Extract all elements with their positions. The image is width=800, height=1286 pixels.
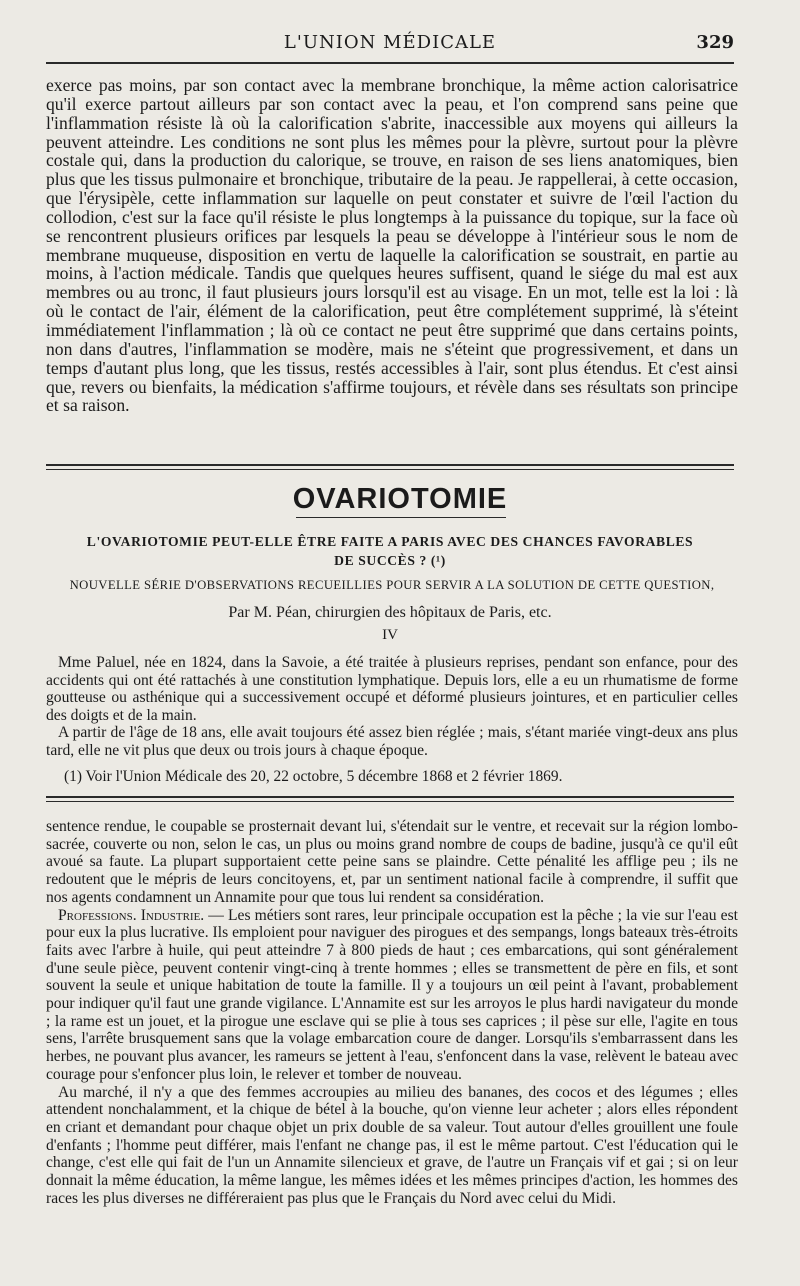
lower-paragraph-3: Au marché, il n'y a que des femmes accroupies au milieu des bananes, des cocos et des légumes ; elles attendent nonchalamment, et la chique de bétel à la bouche, qu'on vienne leur acheter ; alors elles répondent en criant et demandant pour chaque objet un prix double de sa valeur. Tout autour d'elles grouillent une foule d'enfants ; l'homme peut différer, mais l'enfant ne change pas, il est le même partout. C'est l'éducation qui le change, c'est elle qui fait de l'un un Annamite silencieux et grave, de l'autre un Français vif et gai ; si on leur donnait la même éducation, la même langue, les mêmes idées et les mêmes principes d'action, les hommes des races les plus diverses ne différeraient pas plus que le Français du Nord avec celui du Midi.: [46, 1083, 738, 1207]
page-number: 329: [696, 32, 734, 53]
lower-article: [46, 818, 738, 1207]
running-title: L'UNION MÉDICALE: [283, 32, 497, 53]
series-heading: NOUVELLE SÉRIE D'OBSERVATIONS RECUEILLIES POUR SERVIR A LA SOLUTION DE CETTE QUESTION,: [69, 578, 715, 592]
article-separator-rule: [46, 796, 734, 798]
lower-paragraph-2: [46, 907, 738, 1084]
case-report: [46, 654, 738, 760]
observation-number: IV: [382, 627, 398, 643]
section-rule-top-thin: [46, 469, 734, 470]
section-subtitle-line1: L'OVARIOTOMIE PEUT-ELLE ÊTRE FAITE A PARIS AVEC DES CHANCES FAVORABLES: [86, 534, 694, 549]
lower-paragraph-1: sentence rendue, le coupable se prosternait devant lui, s'étendait sur le ventre, et recevait sur la région lombo-sacrée, couverte ou non, selon le cas, un plus ou moins grand nombre de coups de badine, jusqu'à ce qu'il eût avoué sa faute. La plupart supportaient cette peine sans se plaindre. Cette pénalité les afflige peu ; ils ne redoutent que le mépris de leurs concitoyens, et, par un sentiment national facile à comprendre, il suffit que nos agents condamnent un Annamite pour que tous lui rendent sa considération.: [46, 818, 738, 906]
footnote: (1) Voir l'Union Médicale des 20, 22 octobre, 5 décembre 1868 et 2 février 1869.: [64, 768, 563, 785]
case-paragraph-1: Mme Paluel, née en 1824, dans la Savoie, a été traitée à plusieurs reprises, pendant son enfance, pour des accidents qui ont été rattachés à une constitution lymphatique. Depuis lors, elle a eu un rhumatisme de forme goutteuse ou asthénique qui a successivement occupé et déformé plusieurs jointures, et en particulier celles des doigts et de la main.: [46, 654, 738, 724]
paragraph-lead-heading: Professions. Industrie.: [58, 906, 205, 924]
section-title: OVARIOTOMIE: [292, 483, 508, 515]
article-separator-rule-thin: [46, 801, 734, 802]
case-paragraph-2: A partir de l'âge de 18 ans, elle avait toujours été assez bien réglée ; mais, s'étant mariée vingt-deux ans plus tard, elle ne vit plus que deux ou trois jours à chaque époque.: [46, 724, 738, 759]
section-title-underline: [296, 517, 506, 518]
author-line: Par M. Péan, chirurgien des hôpitaux de Paris, etc.: [228, 604, 552, 621]
lower-paragraph-2-text: — Les métiers sont rares, leur principale occupation est la pêche ; la vie sur l'eau est pour eux la plus lucrative. Ils emploient pour naviguer des pirogues et des sempangs, longs bateaux très-étroits faits avec l'arbre à huile, qui peut atteindre 7 à 800 pieds de haut ; ces embarcations, qui sont généralement d'une seule pièce, peuvent contenir vingt-cinq à trente hommes ; elles se transmettent de père en fils, et sont souvent la seule et unique habitation de toute la famille. Il y a toujours un œil peint à l'avant, probablement pour indiquer qu'il faut une grande vigilance. L'Annamite est sur les arroyos le plus hardi navigateur du monde ; la rame est un jouet, et la pirogue une esclave qui se plie à tous ses caprices ; il pèse sur elle, l'agite en tous sens, l'arrête brusquement sans que la volage embarcation coure de danger. Lorsqu'ils s'embarrassent dans les herbes, ne pouvant plus avancer, les rameurs se jettent à l'eau, s'enfoncent dans la vase, relèvent le bateau avec courage pour s'enfoncer plus loin, le relever et tomber de nouveau.: [46, 906, 738, 1083]
header-rule: [46, 62, 734, 64]
top-article: [46, 76, 738, 415]
top-article-paragraph: exerce pas moins, par son contact avec la membrane bronchique, la même action calorisatrice qu'il exerce partout ailleurs par son contact avec la peau, et l'on comprend sans peine que l'inflammation résiste là où la calorification s'abrite, inaccessible aux moyens qui ailleurs la peuvent atteindre. Les conditions ne sont plus les mêmes pour la plèvre, surtout pour la plèvre costale qui, dans la production du calorique, se trouve, en raison de ses liens anatomiques, bien plus que les tissus pulmonaire et bronchique, tributaire de la peau. Je rappellerai, à cette occasion, que l'érysipèle, cette inflammation sur laquelle on peut constater et suivre de l'œil l'action du collodion, c'est sur la face qu'il résiste le plus longtemps à la puissance du topique, sur la face où se rencontrent plusieurs orifices par lesquels la peau se développe à l'intérieur sous le nom de membrane muqueuse, disposition en vertu de laquelle la calorification se soustrait, en partie au moins, à l'action médicale. Tandis que quelques heures suffisent, quand le siége du mal est aux membres ou au tronc, il faut plusieurs jours lorsqu'il est au visage. En un mot, telle est la loi : là où le contact de l'air, élément de la calorification, peut être complétement supprimé, là s'éteint immédiatement l'inflammation ; là où ce contact ne peut être supprimé que dans certains points, non dans d'autres, l'inflammation se modère, mais ne s'éteint que progressivement, et dans un temps d'autant plus long, que les tissus, restés accessibles à l'air, sont plus étendus. Et c'est ainsi que, revers ou bienfaits, la médication s'affirme toujours, et révèle dans ses résultats son principe et sa raison.: [46, 75, 738, 416]
section-rule-top: [46, 464, 734, 466]
section-subtitle-line2: DE SUCCÈS ? (¹): [334, 553, 446, 568]
page-header: [46, 30, 734, 62]
